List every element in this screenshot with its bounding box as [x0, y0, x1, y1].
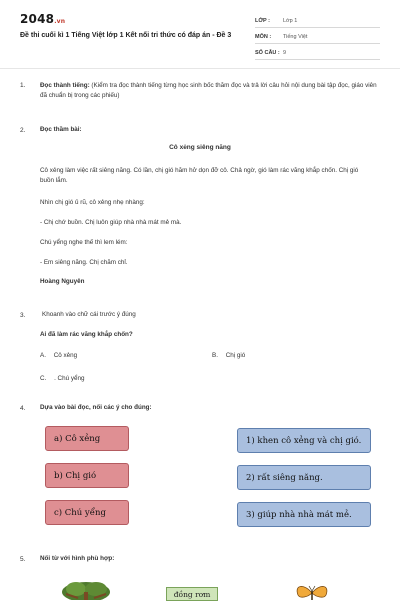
option-letter: A. [40, 352, 46, 359]
q1-text: (Kiểm tra đọc thành tiếng từng học sinh bốc thăm đọc và trả lời câu hỏi nội dung bài tập đọc, giáo viên đã chuẩn bị trong các phiếu) [40, 82, 377, 99]
meta-value: Tiếng Việt [283, 33, 308, 40]
option-text: Cô xẻng [53, 352, 78, 359]
word-card[interactable]: đồng rơm [166, 587, 218, 601]
story-paragraph: - Em siêng năng. Chị chăm chỉ. [40, 259, 128, 266]
match-left-item[interactable]: c) Chú yểng [45, 500, 129, 525]
q1-text-block [40, 81, 385, 101]
option-letter: B. [212, 352, 218, 359]
header-divider [0, 68, 400, 69]
q1-label: Đọc thành tiếng: [40, 82, 90, 89]
tree-image[interactable] [58, 580, 114, 600]
meta-row-count [255, 46, 380, 60]
site-logo[interactable] [20, 12, 65, 26]
story-author: Hoàng Nguyên [40, 278, 85, 285]
story-paragraph: - Chị chớ buồn. Chị luôn giúp nhà nhà mát mẻ mà. [40, 219, 182, 226]
q3-option-c[interactable] [40, 374, 85, 384]
story-paragraph: Nhìn chị gió ủ rũ, cô xẻng nhẹ nhàng: [40, 199, 145, 206]
butterfly-image[interactable] [290, 583, 334, 600]
q2-label: Đọc thầm bài: [40, 126, 82, 133]
option-letter: C. [40, 375, 47, 382]
option-text: . Chú yểng [54, 375, 85, 382]
match-right-item[interactable]: 2) rất siêng năng. [237, 465, 371, 490]
q2-number: 2. [20, 127, 26, 134]
q3-question: Ai đã làm rác văng khắp chốn? [40, 331, 133, 338]
match-right-item[interactable]: 3) giúp nhà nhà mát mẻ. [237, 502, 371, 527]
q3-option-b[interactable] [212, 351, 245, 361]
q3-option-a[interactable] [40, 351, 77, 361]
meta-label: LỚP : [255, 17, 270, 24]
match-left-item[interactable]: b) Chị gió [45, 463, 129, 488]
meta-row-subject [255, 30, 380, 44]
story-title: Cô xẻng siêng năng [169, 144, 231, 151]
q3-instruction: Khoanh vào chữ cái trước ý đúng [42, 311, 136, 318]
option-text: Chị gió [225, 352, 246, 359]
meta-row-class [255, 14, 380, 28]
q4-label: Dựa vào bài đọc, nối các ý cho đúng: [40, 404, 152, 411]
story-paragraph: Chú yểng nghe thế thì lem lém: [40, 239, 128, 246]
match-right-item[interactable]: 1) khen cô xẻng và chị gió. [237, 428, 371, 453]
meta-label: SỐ CÂU : [255, 49, 280, 56]
q3-number: 3. [20, 312, 26, 319]
match-left-item[interactable]: a) Cô xẻng [45, 426, 129, 451]
meta-value: 9 [283, 49, 287, 56]
q5-label: Nối từ với hình phù hợp: [40, 555, 115, 562]
page-title: Đề thi cuối kì 1 Tiếng Việt lớp 1 Kết nối tri thức có đáp án - Đề 3 [20, 32, 232, 39]
q4-number: 4. [20, 405, 26, 412]
meta-value: Lớp 1 [283, 17, 298, 24]
logo-main-text: 2048 [20, 12, 55, 26]
logo-tld-text: .vn [54, 18, 66, 25]
exam-meta [255, 14, 380, 62]
meta-label: MÔN : [255, 33, 272, 40]
story-paragraph: Cô xẻng làm việc rất siêng năng. Có lần, chị gió hăm hở dọn đỡ cô. Chả ngờ, gió làm rác văng khắp chốn. Chị gió buồn lắm. [40, 167, 359, 184]
q5-number: 5. [20, 556, 26, 563]
q1-number: 1. [20, 82, 26, 89]
